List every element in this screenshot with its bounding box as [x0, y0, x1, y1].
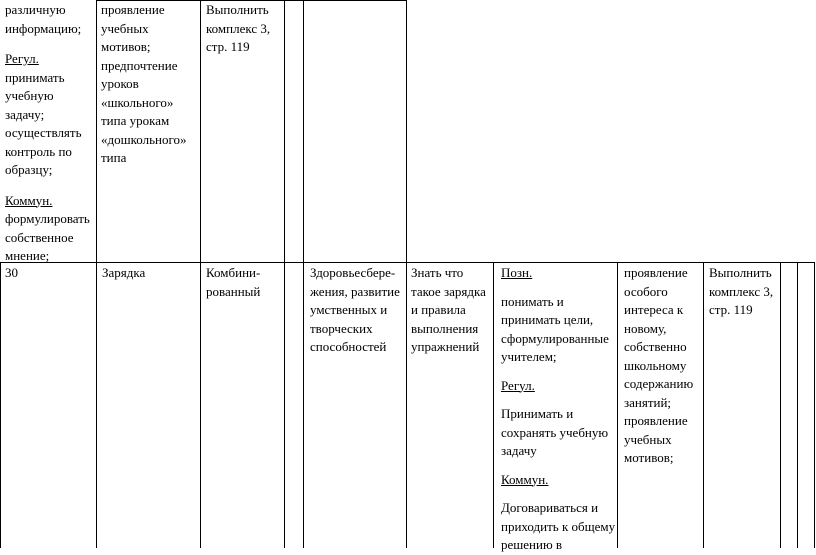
column-divider [96, 262, 97, 548]
lesson-type-cell [206, 264, 282, 301]
column-divider [406, 262, 407, 548]
regul-text: принимать учебную задачу; осуществлять контроль по образцу; [5, 69, 82, 177]
homework-text: Выполнить комплекс 3, стр. 119 [206, 2, 271, 54]
lesson-topic: Зарядка [102, 265, 146, 280]
regul-text: Принимать и сохранять учебную задачу [501, 406, 609, 458]
pozn-heading: Позн. [501, 265, 533, 280]
subject-results-cell [411, 264, 491, 357]
lesson-topic-cell [102, 264, 198, 283]
column-divider [780, 262, 781, 548]
lesson-goals: Здоровьесбере-жения, развитие умственных и творческих способностей [310, 265, 400, 354]
column-divider [703, 262, 704, 548]
upper-personal-cell [101, 1, 199, 168]
kommun-text: формулировать собственное мнение; [5, 211, 90, 263]
uud-lead-text: различную информацию; [5, 2, 82, 36]
lesson-number-cell [5, 264, 93, 283]
lower-homework-cell [709, 264, 779, 320]
personal-results-text: проявление учебных мотивов; предпочтение уроков «школьного» типа урокам «дошкольного» типа [101, 2, 187, 165]
kommun-text: Договариваться и приходить к общему решению в [501, 500, 616, 552]
column-divider [200, 262, 201, 548]
column-divider [303, 0, 304, 262]
column-divider [284, 262, 285, 548]
row-divider [0, 262, 814, 263]
subject-results: Знать что такое зарядка и правила выполнения упражнений [411, 265, 486, 354]
column-divider [617, 262, 618, 548]
column-divider [406, 0, 407, 262]
lesson-number: 30 [5, 265, 18, 280]
column-divider [96, 0, 97, 262]
column-divider [797, 262, 798, 548]
kommun-heading: Коммун. [501, 471, 549, 487]
lower-personal-cell [624, 264, 702, 468]
lesson-goals-cell [310, 264, 405, 357]
column-divider [0, 262, 1, 548]
lesson-type: Комбини-рованный [206, 265, 261, 299]
homework-text: Выполнить комплекс 3, стр. 119 [709, 265, 774, 317]
regul-heading: Регул. [501, 377, 535, 393]
regul-heading: Регул. [5, 51, 39, 66]
upper-homework-cell [206, 1, 282, 57]
kommun-heading: Коммун. [5, 192, 53, 208]
personal-results-text: проявление особого интереса к новому, собственно школьному содержанию занятий; проявление учебных мотивов; [624, 265, 694, 465]
column-divider [200, 0, 201, 262]
table-border-right [814, 262, 815, 548]
column-divider [303, 262, 304, 548]
upper-uud-cell [5, 1, 95, 266]
lower-uud-cell [501, 264, 616, 555]
pozn-text: понимать и принимать цели, сформулированные учителем; [501, 293, 609, 364]
column-divider [284, 0, 285, 262]
column-divider [493, 262, 494, 548]
